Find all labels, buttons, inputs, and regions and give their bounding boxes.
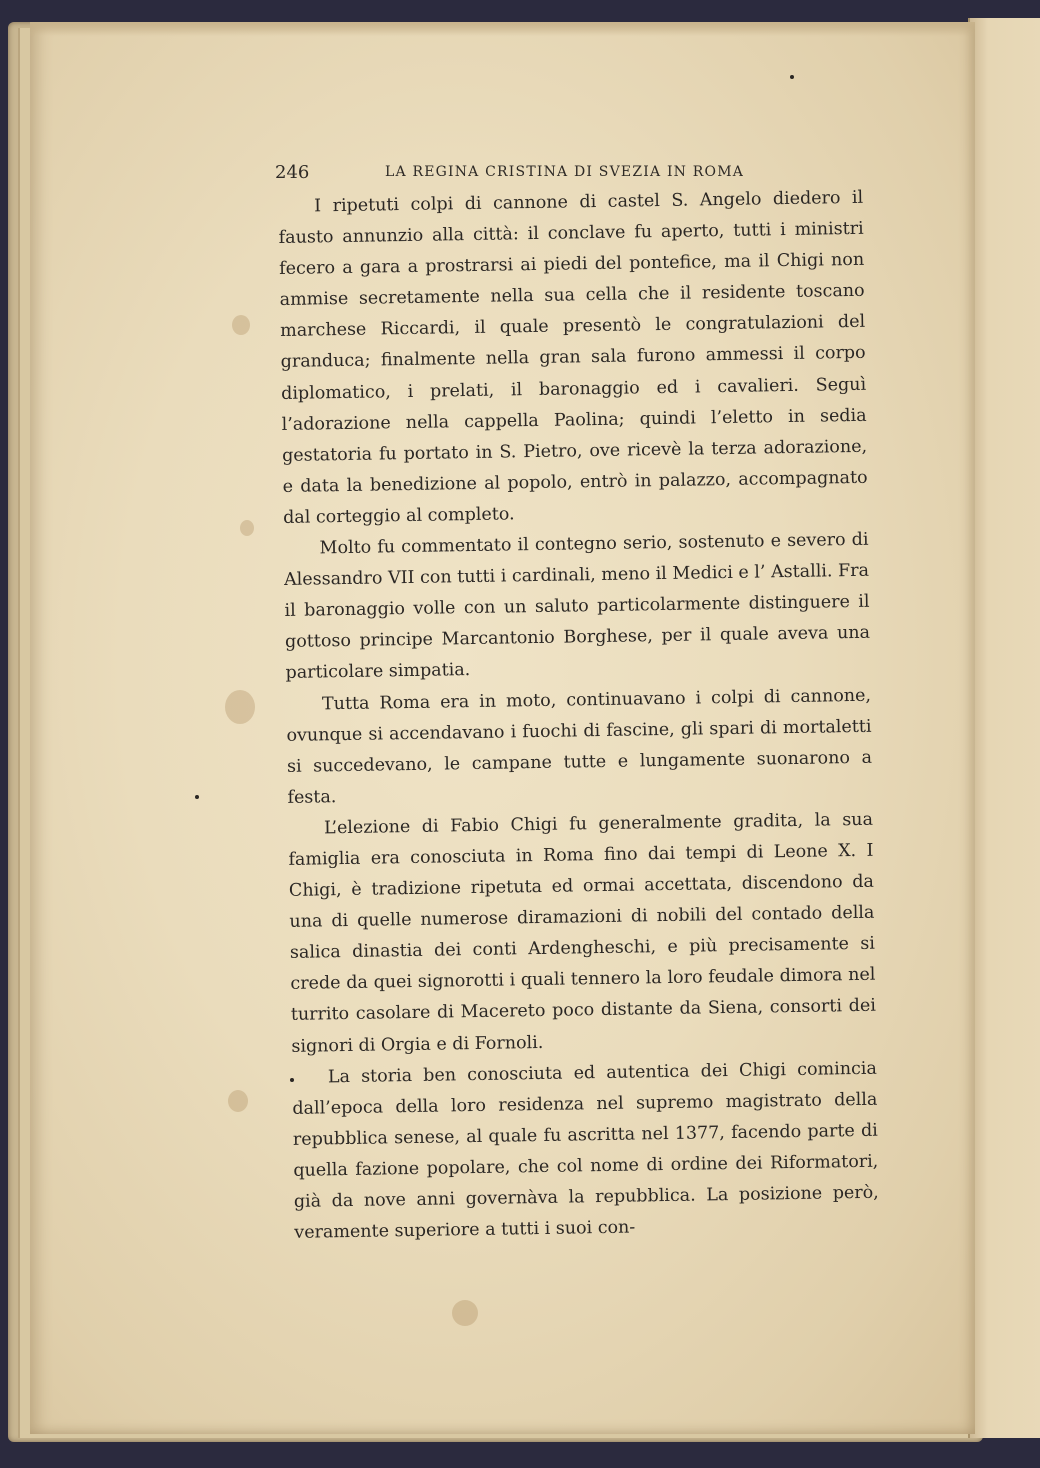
- foxing-spot: [232, 315, 250, 335]
- page-number: 246: [275, 162, 310, 183]
- facing-page-edge: [968, 18, 1040, 1438]
- page-top-shadow: [30, 22, 975, 36]
- running-title: LA REGINA CRISTINA DI SVEZIA IN ROMA: [385, 164, 745, 180]
- foxing-spot: [228, 1090, 248, 1112]
- foxing-spot: [225, 690, 255, 724]
- foxing-spot: [452, 1300, 478, 1326]
- paragraph: Tutta Roma era in moto, continuavano i colpi di cannone, ovunque si accendavano i fuochi di fascine, gli spari di mortaletti si succedevano, le campane tutte e lungamente suonarono a festa.: [286, 685, 873, 808]
- paragraph: La storia ben conosciuta ed autentica dei Chigi comincia dall’epoca della loro residenza nel supremo magistrato della repubblica senese, al quale fu ascritta nel 1377, facendo parte di quella fazione popolare, che col nome di ordine dei Riformatori, già da nove anni governàva la repubblica. La posizione però, veramente superiore a tutti i suoi con-: [292, 1058, 879, 1243]
- foxing-spot: [240, 520, 254, 536]
- paragraph: Molto fu commentato il contegno serio, sostenuto e severo di Alessandro VII con tutti i cardinali, meno il Medici e l’ Astalli. Fra il baronaggio volle con un saluto particolarmente distinguere il gottoso principe Marcantonio Borghese, per il quale aveva una particolare simpatia.: [283, 529, 871, 684]
- paragraph: L’elezione di Fabio Chigi fu generalmente gradita, la sua famiglia era conosciuta in Roma fino dai tempi di Leone X. I Chigi, è tradizione ripetuta ed ormai accettata, discendono da una di quelle numerose diramazioni di nobili del contado della salica dinastia dei conti Ardengheschi, e più precisamente si crede da quei signorotti i quali tennero la loro feudale dimora nel turrito casolare di Macereto poco distante da Siena, consorti dei signori di Orgia e di Fornoli.: [288, 809, 877, 1057]
- running-head: [275, 158, 875, 184]
- paragraph: I ripetuti colpi di cannone di castel S. Angelo diedero il fausto annunzio alla città: il conclave fu aperto, tutti i ministri fecero a gara a prostrarsi ai piedi del pontefice, ma il Chigi non ammise secretamente nella sua cella che il residente toscano marchese Riccardi, il quale presentò le congratulazioni del granduca; finalmente nella gran sala furono ammessi il corpo diplomatico, i prelati, il baronaggio ed i cavalieri. Seguì l’adorazione nella cappella Paolina; quindi l’eletto in sedia gestatoria fu portato in S. Pietro, ove ricevè la terza adorazione, e data la benedizione al popolo, entrò in palazzo, accompagnato dal corteggio al completo.: [278, 187, 868, 528]
- ink-speck: [790, 75, 794, 79]
- ink-speck: [195, 795, 199, 799]
- body-text: [278, 183, 880, 1249]
